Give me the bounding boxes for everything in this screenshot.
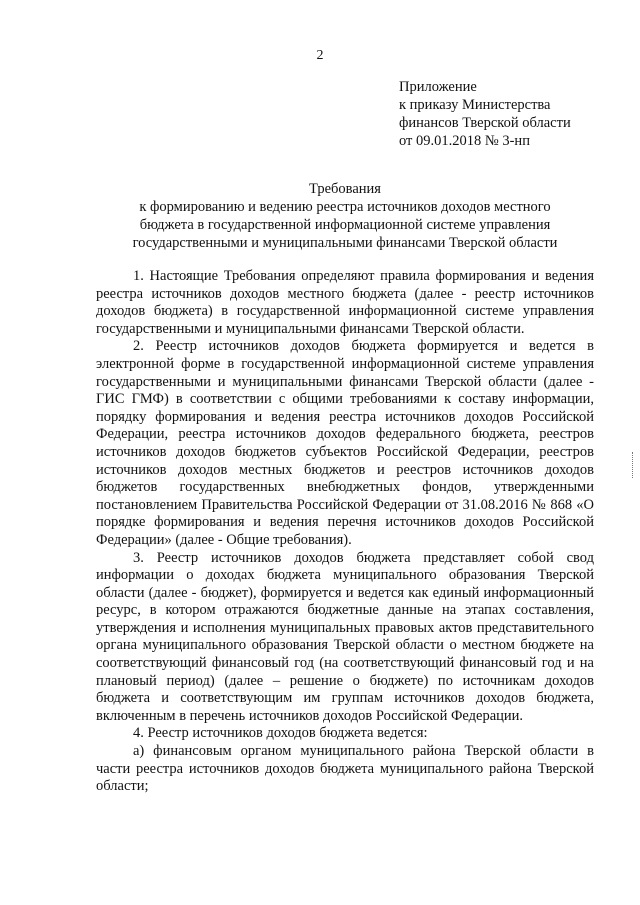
appendix-block [399, 78, 571, 150]
paragraph-4a: а) финансовым органом муниципального района Тверской области в части реестра источников доходов бюджета муниципального района Тверской области; [96, 743, 594, 795]
document-title [90, 180, 600, 252]
title-line-2: бюджета в государственной информационной системе управления [139, 217, 551, 233]
page-number: 2 [316, 48, 324, 63]
margin-scan-mark [632, 452, 634, 478]
appendix-line-3: финансов Тверской области [399, 115, 571, 131]
paragraph-3: 3. Реестр источников доходов бюджета представляет собой свод информации о доходах бюджета муниципального образования Тверской области (далее - бюджет), формируется и ведется как единый информационный ресурс, в котором отражаются бюджетные данные на этапах составления, утверждения и исполнения муниципальных правовых актов представительного органа муниципального образования Тверской области о местном бюджете на соответствующий финансовый год (на соответствующий финансовый год и на плановый период) (далее – решение о бюджете) по источникам доходов бюджета и соответствующим им группам источников доходов бюджета, включенным в перечень источников доходов Российской Федерации. [96, 549, 594, 724]
appendix-line-4: от 09.01.2018 № 3-нп [399, 133, 530, 149]
document-body [96, 268, 594, 796]
title-line-3: государственными и муниципальными финансами Тверской области [132, 235, 558, 251]
paragraph-1: 1. Настоящие Требования определяют правила формирования и ведения реестра источников доходов местного бюджета (далее - реестр источников доходов бюджета) в государственной информационной системе управления государственными и муниципальными финансами Тверской области. [96, 268, 594, 337]
appendix-line-2: к приказу Министерства [399, 97, 551, 113]
paragraph-4: 4. Реестр источников доходов бюджета ведется: [133, 725, 428, 742]
title-line-1: к формированию и ведению реестра источников доходов местного [139, 199, 551, 215]
appendix-line-1: Приложение [399, 79, 477, 95]
paragraph-2: 2. Реестр источников доходов бюджета формируется и ведется в электронной форме в государственной информационной системе управления государственными и муниципальными финансами Тверской области (далее - ГИС ГМФ) в соответствии с общими требованиями к составу информации, порядку формирования и ведения реестра источников доходов Российской Федерации, реестра источников доходов федерального бюджета, реестров источников доходов бюджетов субъектов Российской Федерации, реестров источников доходов местных бюджетов и реестров источников доходов бюджетов государственных внебюджетных фондов, утвержденными постановлением Правительства Российской Федерации от 31.08.2016 № 868 «О порядке формирования и ведения перечня источников доходов Российской Федерации» (далее - Общие требования). [96, 338, 594, 548]
title-heading: Требования [309, 181, 381, 197]
